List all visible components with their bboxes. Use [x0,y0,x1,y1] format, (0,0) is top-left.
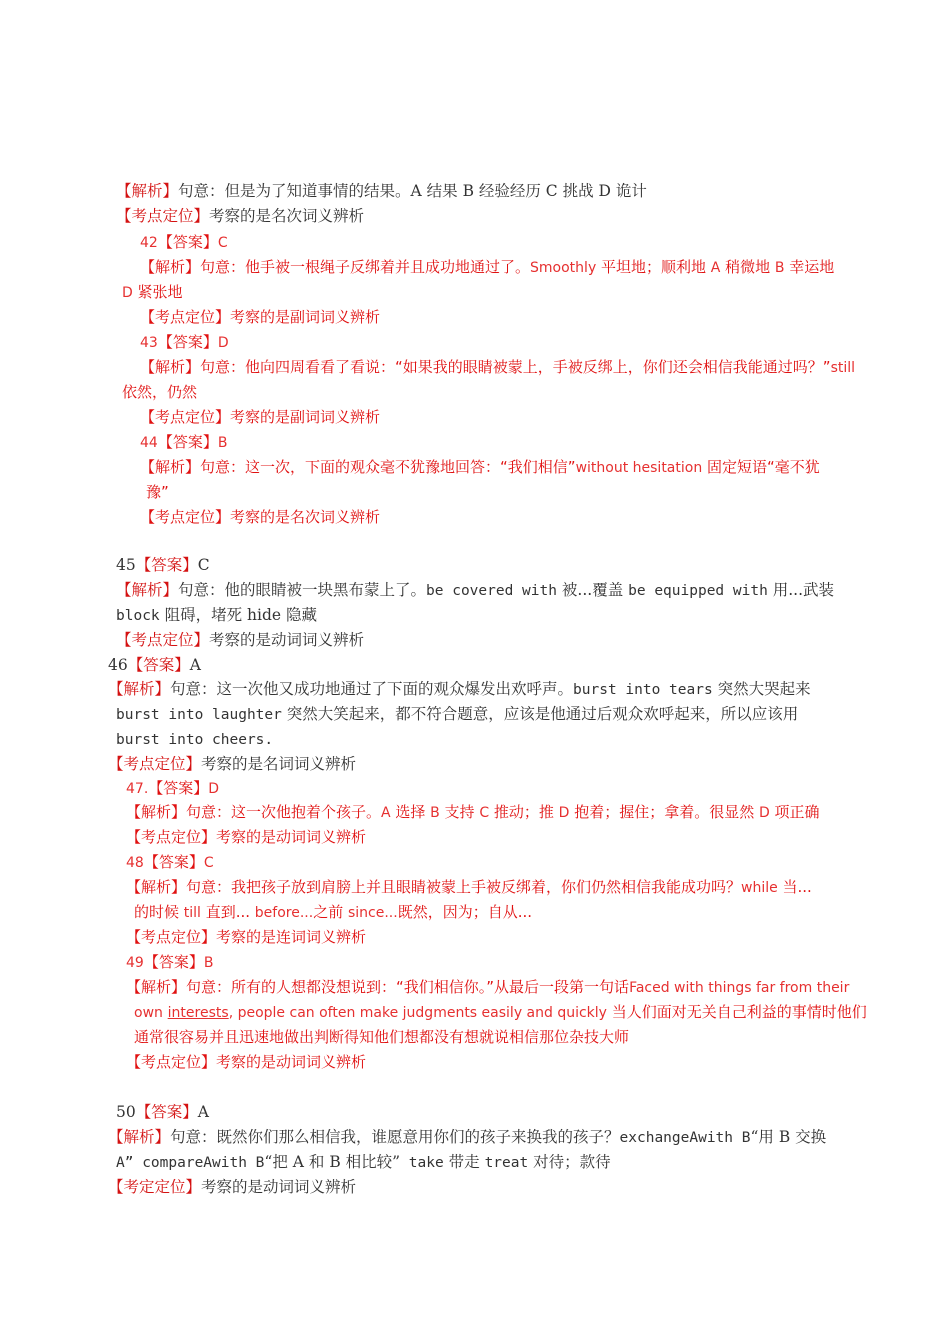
analysis-text: 突然大哭起来 [712,680,811,698]
analysis-line [126,976,849,999]
analysis-latin: still [830,360,856,376]
analysis-text: 之前 [313,903,348,921]
analysis-text: “把 A 和 B 相比较” [264,1153,401,1171]
point-label: 【考点定位】 [126,1053,217,1071]
answer-value: D [217,335,229,351]
analysis-line-3 [134,1026,629,1048]
analysis-text: 稍微地 [720,258,775,276]
analysis-label: 【解析】 [116,581,179,599]
analysis-label: 【解析】 [116,182,179,200]
analysis-text: 用...武装 [767,581,835,599]
analysis-line [126,801,820,824]
point-label: 【考定定位】 [108,1178,202,1196]
question-number: 49 [126,955,144,971]
analysis-line [140,456,820,479]
analysis-text: 被...覆盖 [556,581,629,599]
point-line [116,205,364,227]
question-number: 46 [108,656,128,674]
point-line [140,306,380,328]
analysis-line-2 [146,481,169,503]
point-label: 【考点定位】 [140,308,231,326]
analysis-latin: exchangeAwith B [619,1130,751,1146]
answer-value: A [197,1103,209,1121]
analysis-text: 选择 [390,803,431,821]
point-line [126,826,366,848]
point-label: 【考点定位】 [126,828,217,846]
answer-line [140,331,229,354]
answer-line [116,1101,209,1123]
answer-value: C [217,235,228,251]
analysis-line-2 [122,281,183,304]
analysis-line-2 [116,604,317,627]
analysis-latin: B [430,805,440,821]
analysis-latin: A” [116,1155,134,1171]
analysis-text: 句意：所有的人想都没想说到：“我们相信你。”从最后一段第一句话 [186,978,630,996]
analysis-text: 固定短语“毫不犹 [702,458,820,476]
analysis-text: 抱着；握住；拿着。很显然 [569,803,759,821]
analysis-latin: till [183,905,201,921]
analysis-label: 【解析】 [108,1128,171,1146]
analysis-text: 句意：他手被一根绳子反绑着并且成功地通过了。 [200,258,531,276]
question-number: 44 [140,435,158,451]
answer-line [140,431,227,454]
analysis-text: 紧张地 [132,283,183,301]
analysis-latin: while [741,880,778,896]
analysis-text: 推动；推 [489,803,559,821]
point-label: 【考点定位】 [116,631,210,649]
analysis-latin: without hesitation [575,460,703,476]
analysis-latin: Smoothly [530,260,597,276]
answer-label: 【答案】 [143,953,204,971]
answer-line [126,951,213,974]
point-text: 考察的是连词词义辨析 [216,928,367,946]
analysis-text: 突然大笑起来，都不符合题意，应该是他通过后观众欢呼起来，所以应该用 [281,705,799,723]
point-text: 考察的是副词词义辨析 [230,408,381,426]
analysis-latin: D [758,805,770,821]
answer-value: C [197,556,210,574]
answer-label: 【答案】 [157,433,218,451]
analysis-text: 的时候 [134,903,184,921]
analysis-text: 支持 [439,803,480,821]
analysis-latin: D [558,805,570,821]
analysis-line-2 [116,1151,611,1174]
analysis-latin: block [116,608,160,624]
analysis-latin: take [400,1155,444,1171]
analysis-latin: burst into laughter [116,707,282,723]
point-text: 考察的是名次词义辨析 [209,207,365,225]
answer-label: 【答案】 [143,853,204,871]
analysis-latin: be equipped with [628,583,768,599]
analysis-text: 句意：既然你们那么相信我，谁愿意用你们的孩子来换我的孩子？ [170,1128,620,1146]
analysis-latin: , people can often make judgments easily and quickly [228,1005,607,1021]
analysis-text: 句意：他向四周看看了看说：“如果我的眼睛被蒙上，手被反绑上，你们还会相信我能通过吗？” [200,358,831,376]
analysis-text: 当... [777,878,812,896]
answer-value: C [203,855,214,871]
analysis-latin: Faced with things far from their [629,980,850,996]
analysis-line [116,579,834,602]
answer-line [116,554,210,576]
analysis-latin: A [710,260,721,276]
question-number: 50 [116,1103,136,1121]
analysis-latin: be covered with [426,583,557,599]
analysis-line [140,256,834,279]
answer-label: 【答案】 [148,779,209,797]
point-label: 【考点定位】 [108,755,202,773]
analysis-line [108,678,811,701]
analysis-text: 句意：这一次，下面的观众毫不犹豫地回答：“我们相信” [200,458,576,476]
analysis-latin: burst into tears [573,682,713,698]
analysis-text: “用 B 交换 [750,1128,827,1146]
analysis-text: 直到... [200,903,255,921]
answer-line [140,231,228,254]
question-number: 45 [116,556,136,574]
answer-label: 【答案】 [135,556,198,574]
analysis-text: 句意：我把孩子放到肩膀上并且眼睛被蒙上手被反绑着，你们仍然相信我能成功吗？ [186,878,742,896]
answer-line [126,851,214,874]
analysis-text: 幸运地 [784,258,835,276]
answer-value: A [189,656,201,674]
answer-value: B [217,435,228,451]
analysis-label: 【解析】 [126,878,187,896]
analysis-line-2 [134,901,532,924]
point-text: 考察的是动词词义辨析 [201,1178,357,1196]
analysis-label: 【解析】 [140,458,201,476]
answer-label: 【答案】 [135,1103,198,1121]
point-text: 考察的是名次词义辨析 [230,508,381,526]
question-number: 42 [140,235,158,251]
answer-label: 【答案】 [157,333,218,351]
analysis-text: 依然，仍然 [122,383,198,401]
analysis-latin: before... [254,905,314,921]
analysis-line-3 [116,728,273,751]
point-label: 【考点定位】 [126,928,217,946]
answer-value: D [208,781,220,797]
analysis-latin: C [479,805,490,821]
point-line [108,1176,356,1198]
point-text: 考察的是动词词义辨析 [216,1053,367,1071]
analysis-text: 既然，因为；自从... [397,903,533,921]
analysis-text: 阻碍，堵死 hide 隐藏 [159,606,317,624]
analysis-text: 句意：但是为了知道事情的结果。A 结果 B 经验经历 C 挑战 D 诡计 [178,182,647,200]
analysis-text: 豫” [146,483,169,501]
analysis-label: 【解析】 [108,680,171,698]
point-line [116,629,364,651]
question-number: 47. [126,781,149,797]
point-line [140,406,380,428]
answer-label: 【答案】 [127,656,190,674]
analysis-text: 当人们面对无关自己利益的事情时他们 [606,1003,867,1021]
analysis-label: 【解析】 [126,978,187,996]
point-line [126,1051,366,1073]
analysis-line [140,356,855,379]
answer-label: 【答案】 [157,233,218,251]
point-text: 考察的是动词词义辨析 [209,631,365,649]
analysis-label: 【解析】 [140,258,201,276]
analysis-line [108,1126,826,1149]
analysis-latin: since... [347,905,398,921]
analysis-line [126,876,812,899]
question-number: 43 [140,335,158,351]
question-number: 48 [126,855,144,871]
analysis-latin: burst into cheers. [116,732,274,748]
point-text: 考察的是名词词义辨析 [201,755,357,773]
point-text: 考察的是动词词义辨析 [216,828,367,846]
analysis-latin: own [134,1005,163,1021]
analysis-label: 【解析】 [140,358,201,376]
point-line [140,506,380,528]
analysis-line-2 [134,1001,867,1024]
analysis-line-2 [122,381,197,403]
analysis-text: 平坦地；顺利地 [596,258,711,276]
analysis-text: 对待；款待 [528,1153,611,1171]
analysis-latin: B [774,260,785,276]
analysis-latin: D [122,285,133,301]
analysis-text: 带走 [443,1153,485,1171]
analysis-latin: interests [167,1005,229,1021]
analysis-latin: compareAwith B [133,1155,265,1171]
point-label: 【考点定位】 [116,207,210,225]
point-line [126,926,366,948]
analysis-label: 【解析】 [126,803,187,821]
point-text: 考察的是副词词义辨析 [230,308,381,326]
analysis-text: 通常很容易并且迅速地做出判断得知他们想都没有想就说相信那位杂技大师 [134,1028,630,1046]
answer-line [108,654,201,676]
analysis-latin: treat [484,1155,529,1171]
answer-value: B [203,955,214,971]
analysis-text: 句意：他的眼睛被一块黑布蒙上了。 [178,581,427,599]
analysis-text: 句意：这一次他又成功地通过了下面的观众爆发出欢呼声。 [170,680,574,698]
analysis-text: 句意：这一次他抱着个孩子。 [186,803,382,821]
analysis-line-2 [116,703,798,726]
analysis-line [116,180,647,202]
answer-line [126,777,219,800]
analysis-text: 项正确 [769,803,820,821]
point-line [108,753,356,775]
analysis-latin: A [381,805,391,821]
point-label: 【考点定位】 [140,408,231,426]
point-label: 【考点定位】 [140,508,231,526]
